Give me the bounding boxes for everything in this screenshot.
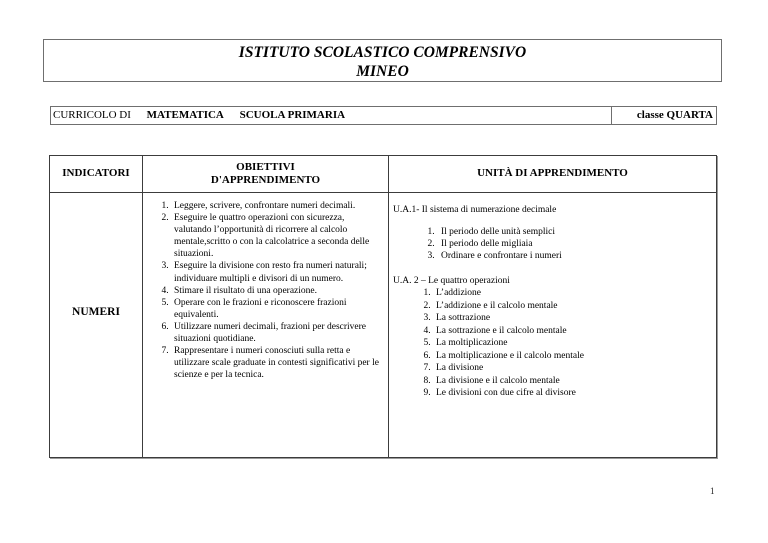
objective-item: 5. Operare con le frazioni e riconoscere frazioni equivalenti.: [171, 297, 384, 321]
ua2-item: 4. La sottrazione e il calcolo mentale: [433, 325, 712, 338]
ua1-item: 1. Il periodo delle unità semplici: [437, 226, 712, 238]
objectives-list: [145, 200, 384, 381]
ua1-item: 2. Il periodo delle migliaia: [437, 238, 712, 250]
column-header-obiettivi: [143, 156, 389, 193]
ua2-item: 6. La moltiplicazione e il calcolo mentale: [433, 350, 712, 363]
ua2-list: [393, 287, 712, 400]
ua2-title: U.A. 2 – Le quattro operazioni: [393, 276, 510, 287]
column-header-obiettivi-line2: D'APPRENDIMENTO: [210, 174, 321, 186]
curriculum-table: [49, 155, 717, 458]
ua1-item: 3. Ordinare e confrontare i numeri: [437, 250, 712, 262]
column-header-indicatori: INDICATORI: [50, 156, 143, 193]
ua2-item: 9. Le divisioni con due cifre al divisore: [433, 387, 712, 400]
institute-name-line2: MINEO: [356, 63, 409, 80]
curriculum-subject: MATEMATICA: [146, 109, 224, 121]
ua2-item: 8. La divisione e il calcolo mentale: [433, 375, 712, 388]
ua2-item: 3. La sottrazione: [433, 312, 712, 325]
objective-item: 3. Eseguire la divisione con resto fra numeri naturali; individuare multipli e divisori di un numero.: [171, 260, 384, 284]
column-header-unita: UNITÀ DI APPRENDIMENTO: [389, 156, 716, 193]
ua2-item: 2. L’addizione e il calcolo mentale: [433, 300, 712, 313]
ua1-title: U.A.1- Il sistema di numerazione decimale: [393, 205, 557, 215]
units-cell: [389, 193, 716, 457]
curriculum-title: [51, 107, 611, 124]
objective-item: 7. Rappresentare i numeri conosciuti sulla retta e utilizzare scale graduate in contesti significativi per le scienze e per la tecnica.: [171, 345, 384, 381]
curriculum-school: SCUOLA PRIMARIA: [239, 109, 346, 121]
ua2-item: 1. L’addizione: [433, 287, 712, 300]
ua2-item: 7. La divisione: [433, 362, 712, 375]
page-number: 1: [710, 486, 715, 496]
objective-item: 1. Leggere, scrivere, confrontare numeri decimali.: [171, 200, 384, 212]
indicator-label: NUMERI: [72, 305, 120, 318]
school-header-box: [43, 39, 722, 82]
curriculum-prefix: CURRICOLO DI: [53, 109, 131, 121]
ua2-item: 5. La moltiplicazione: [433, 337, 712, 350]
objective-item: 6. Utilizzare numeri decimali, frazioni per descrivere situazioni quotidiane.: [171, 321, 384, 345]
institute-name-line1: ISTITUTO SCOLASTICO COMPRENSIVO: [238, 44, 527, 61]
objective-item: 2. Eseguire le quattro operazioni con sicurezza, valutando l’opportunità di ricorrere al calcolo mentale,scritto o con la calcolatrice a seconda delle situazioni.: [171, 212, 384, 260]
objectives-cell: [143, 193, 389, 457]
ua1-list: [393, 226, 712, 262]
curriculum-bar: [50, 106, 717, 125]
column-header-obiettivi-line1: OBIETTIVI: [236, 160, 295, 173]
objective-item: 4. Stimare il risultato di una operazione.: [171, 285, 384, 297]
indicator-cell: [50, 193, 143, 457]
class-label: classe QUARTA: [611, 107, 716, 124]
